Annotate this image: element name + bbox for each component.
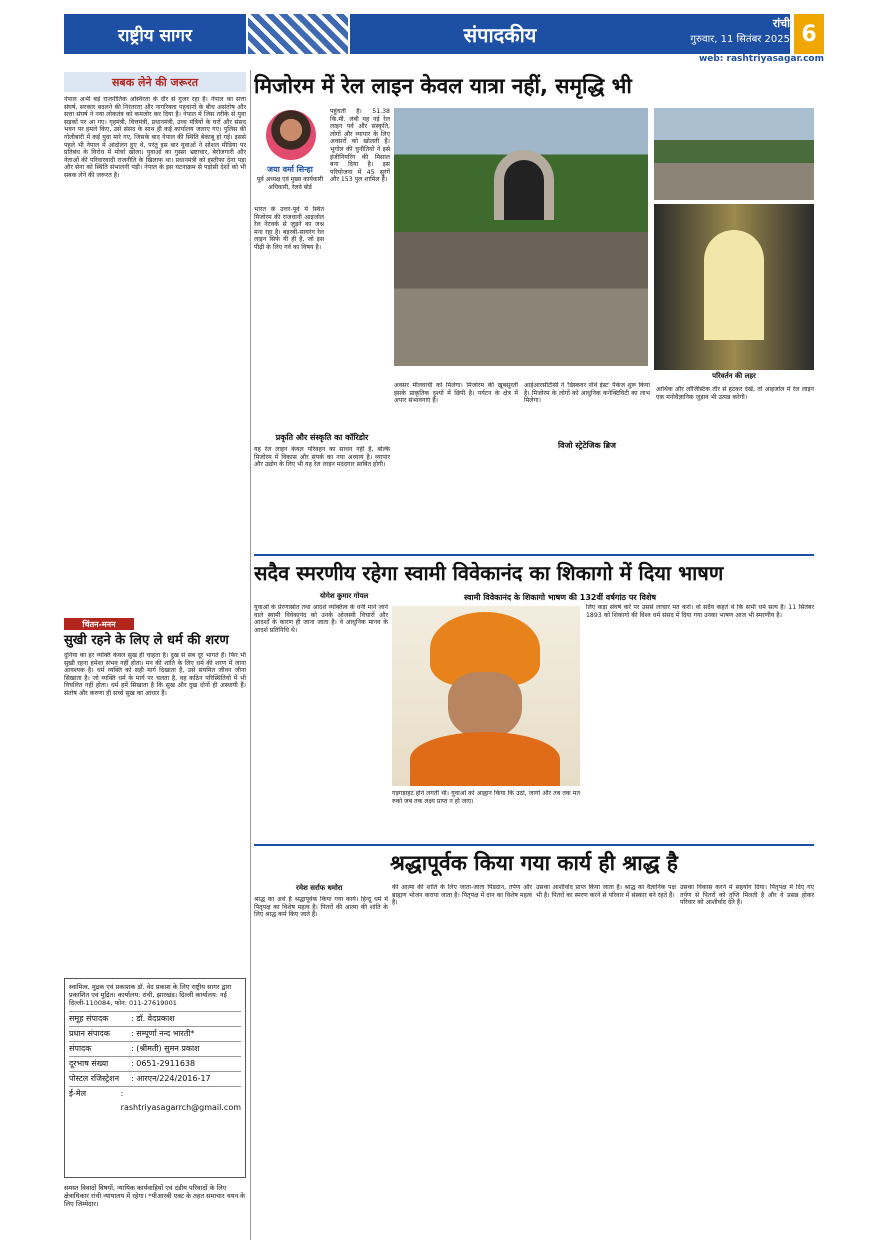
column-divider: [250, 70, 251, 1240]
article1-subheading: प्रकृति और संस्कृति का कॉरिडोर: [275, 433, 369, 442]
author-avatar: [266, 110, 316, 160]
website-url[interactable]: web: rashtriyasagar.com: [698, 54, 824, 64]
article3-column: उसका आशीर्वाद प्राप्त किया जाता है। श्राद्ध का वैज्ञानिक पक्ष भी है। पितरों का स्मरण करने से परिवार में संस्कार बने रहते हैं।: [536, 884, 676, 899]
article3-column: उसका विकास करने में सहयोग दिया। पितृपक्ष में दिए गए तर्पण से पितरों को तृप्ति मिलती है और वे प्रसन्न होकर परिवार को आशीर्वाद देते हैं।: [680, 884, 814, 907]
article3-headline: श्रद्धापूर्वक किया गया कार्य ही श्राद्ध है: [390, 851, 678, 875]
tunnel-light: [704, 230, 764, 340]
imprint-row: पोस्टल रजिस्ट्रेशन : आरएन/224/2016-17: [69, 1071, 241, 1086]
article2-column: लिए कड़ा संघर्ष करें पर उससे लाचार मत करो। वो सदैव कहते थे कि सभी धर्म सत्य हैं। 11 सितंबर 1893 को शिकागो की विश्व धर्म संसद में दिया गया उनका भाषण आज भी स्मरणीय है।: [586, 604, 814, 619]
imprint-row: संपादक : (श्रीमती) सुमन प्रकाश: [69, 1041, 241, 1056]
article1-column: यह रेल लाइन केवल परिवहन का साधन नहीं है, बल्कि मिजोरम में विकास और संपर्क का नया अध्याय है। व्यापार और उद्योग के लिए भी यह रेल लाइन मददगार साबित होगी।: [254, 446, 390, 469]
imprint-row: समूह संपादक : डॉ. वेदप्रकाश: [69, 1011, 241, 1026]
article2-headline: सदैव स्मरणीय रहेगा स्वामी विवेकानंद का शिकागो में दिया भाषण: [254, 561, 724, 585]
editorial-body: नेपाल अभी बड़े राजनीतिक अस्थिरता के दौर से गुजर रहा है। नेपाल का सत्ता संघर्ष, सरकार बदलने की निरंतरता और नागरिक्ता पहचानों के बीच असंतोष और सत्ता संघर्ष ने नया लोकतंत्र को कमजोर कर दिया है। नेपाल में जिस तरीके से युवा सड़कों पर आ गए। गृहमंत्री, वित्तमंत्री, प्रधानमंत्री, उच्च मंत्रियों के घरों और संसद भवन पर हमले किए, उसे संसद के साथ ही कई कार्यालय जलाए गए। पुलिस की गोलीबारी में कई युवा मारे गए, जिसके बाद नेपाल की स्थिति बेकाबू हो गई। इससे पहले भी नेपाल में आंदोलन हुए थे, परंतु इस बार युवाओं ने सोशल मीडिया पर प्रतिबंध के विरोध में मोर्चा खोला। युवाओं का गुस्सा भ्रष्टाचार, बेरोजगारी और नेताओं की परिवारवादी राजनीति के खिलाफ था। प्रधानमंत्री को इस्तीफा देना पड़ा और सेना को स्थिति संभालनी पड़ी। नेपाल के इस घटनाक्रम से पड़ोसी देशों को भी सबक लेने की जरूरत है।: [64, 96, 246, 179]
edition-info: [660, 16, 790, 48]
author-name: जया वर्मा सिन्हा: [267, 165, 313, 174]
article1-headline: मिजोरम में रेल लाइन केवल यात्रा नहीं, समृद्धि भी: [254, 74, 632, 98]
imprint-row: दूरभाष संख्या : 0651-2911638: [69, 1056, 241, 1071]
robe-shape: [410, 732, 560, 786]
article2-column: युवाओं के प्रेरणास्रोत तथा आदर्श व्यक्तित्व के धनी माने जाने वाले स्वामी विवेकानंद को उनके ओजस्वी विचारों और आदर्शों के कारण ही जाना जाता है। वे आधुनिक मानव के आदर्श प्रतिनिधि थे।: [254, 604, 388, 634]
article2-author: योगेश कुमार गोयल: [320, 592, 369, 600]
chintan-label: चिंतन-मनन: [64, 618, 134, 630]
article1-column: अवसर मीलवाची को मिलेगा। मिजोरम की खूबसूरती इसके प्राकृतिक दृश्यों में छिपी है। पर्यटन के क्षेत्र में अपार संभावनाएं हैं।: [394, 382, 518, 405]
imprint-row: प्रधान संपादक : सम्पूर्णा नन्द भारती*: [69, 1026, 241, 1041]
imprint-row: ई-मेल : rashtriyasagarrch@gmail.com: [69, 1086, 241, 1115]
edition-city: रांची: [772, 17, 790, 30]
article2-strap: स्वामी विवेकानंद के शिकागो भाषण की 132वीं वर्षगांठ पर विशेष: [463, 593, 657, 602]
face-shape: [448, 672, 522, 738]
chintan-body: दुनिया का हर व्यक्ति केवल सुख ही चाहता है। दुख से सब दूर भागते हैं। फिर भी सुखी रहना हमेशा संभव नहीं होता। मन की शांति के लिए धर्म की शरण में जाना आवश्यक है। धर्म व्यक्ति को सही मार्ग दिखाता है, उसे संयमित जीवन जीना सिखाता है। जो व्यक्ति धर्म के मार्ग पर चलता है, वह कठिन परिस्थितियों में भी विचलित नहीं होता। धर्म हमें सिखाता है कि सुख और दुख दोनों ही अस्थायी हैं। संतोष और करुणा ही सच्चे सुख का आधार हैं।: [64, 652, 246, 697]
section-divider: [254, 554, 814, 556]
article3-column: श्राद्ध का अर्थ है श्रद्धापूर्वक किया गया कार्य। हिन्दू धर्म में पितृपक्ष का विशेष महत्व है। पितरों की आत्मा की शांति के लिए श्राद्ध कर्म किए जाते हैं।: [254, 896, 388, 919]
article1-column: पहुंचती है। 51.38 कि.मी. लंबी यह नई रेल लाइन पर्व और संस्कृति, लोगों और व्यापार के लिए अवसरों को खोलती है। भूगोल की चुनौतियों ने इसे इंजीनियरिंग की मिसाल बना दिया है। इस परियोजना में 45 सुरंगें और 153 पुल शामिल हैं।: [330, 108, 390, 184]
article1-column: आईआरसीटीसी ने 'डिस्कवर नॉर्थ ईस्ट' पैकेज शुरू किया है। मिजोरम के लोगों को आधुनिक कनेक्टिविटी का लाभ मिलेगा।: [524, 382, 650, 405]
chintan-title: सुखी रहने के लिए ले धर्म की शरण: [64, 633, 229, 648]
imprint-box: [64, 978, 246, 1178]
photo-caption: परिवर्तन की लहर: [712, 372, 756, 380]
railway-tunnel-photo: [394, 108, 648, 366]
decorative-pattern: [248, 14, 348, 54]
section-title: संपादकीय: [463, 22, 537, 47]
newspaper-brand: राष्ट्रीय सागर: [64, 14, 246, 54]
imprint-footnote: समस्त विवादों विषयों, न्यायिक कार्यवाहियों एवं दंडीय परिवादों के लिए क्षेत्राधिकार रांची न्यायालय में रहेगा। *पीआरबी एक्ट के तहत समाचार चयन के लिए जिम्मेदार।: [64, 1184, 246, 1208]
article2-column: गड़गड़ाहट होने लगती थी। युवाओं को आह्वान किया कि उठो, जागो और तब तक मत रुको जब तक लक्ष्य प्राप्त न हो जाए।: [392, 790, 580, 805]
article3-column: की आत्मा की शांति के लिए जाता-जाता पिंडदान, तर्पण और ब्राह्मण भोजन कराया जाता है। पितृपक्ष में दान का विशेष महत्व है।: [392, 884, 532, 907]
imprint-text: स्वामित्व, मुद्रक एवं प्रकाशक डॉ. वेद प्रकाश के लिए राष्ट्रीय सागर द्वारा प्रकाशित एवं मुद्रित। कार्यालय: रांची, झारखंड। दिल्ली कार्यालय: नई दिल्ली-110084, फोन: 011-27619001: [69, 983, 232, 1007]
article1-column: भारत के उत्तर-पूर्व में स्थित मिजोरम की राजधानी आइजोल रेल नेटवर्क से जुड़ने का जश्न मना रहा है। बइरबी-सायरंग रेल लाइन सिर्फ यी ही है, जो इस पीढ़ी के लिए गर्व का विषय है।: [254, 206, 324, 251]
railway-bridge-photo: [654, 108, 814, 200]
editorial-heading: सबक लेने की जरूरत: [64, 72, 246, 92]
article1-subheading: विजो स्ट्रेटेजिक ब्रिज: [557, 441, 616, 450]
page-number: 6: [794, 14, 824, 54]
email-link[interactable]: : rashtriyasagarrch@gmail.com: [120, 1089, 241, 1112]
article3-author: रमेश सर्राफ धमोरा: [296, 884, 343, 892]
edition-date: गुरुवार, 11 सितंबर 2025: [690, 34, 790, 45]
article1-column: आर्थिक और लॉजिस्टिक तौर से हटकर देखें, तो आइजोल में रेल लाइन एक मनोवैज्ञानिक जुड़ाव भी उत्पन्न करेगी।: [656, 386, 814, 401]
section-divider: [254, 844, 814, 846]
tunnel-shape: [494, 150, 554, 220]
author-role: पूर्व अध्यक्ष एवं मुख्य कार्यकारी अधिकारी, रेलवे बोर्ड: [256, 176, 324, 191]
